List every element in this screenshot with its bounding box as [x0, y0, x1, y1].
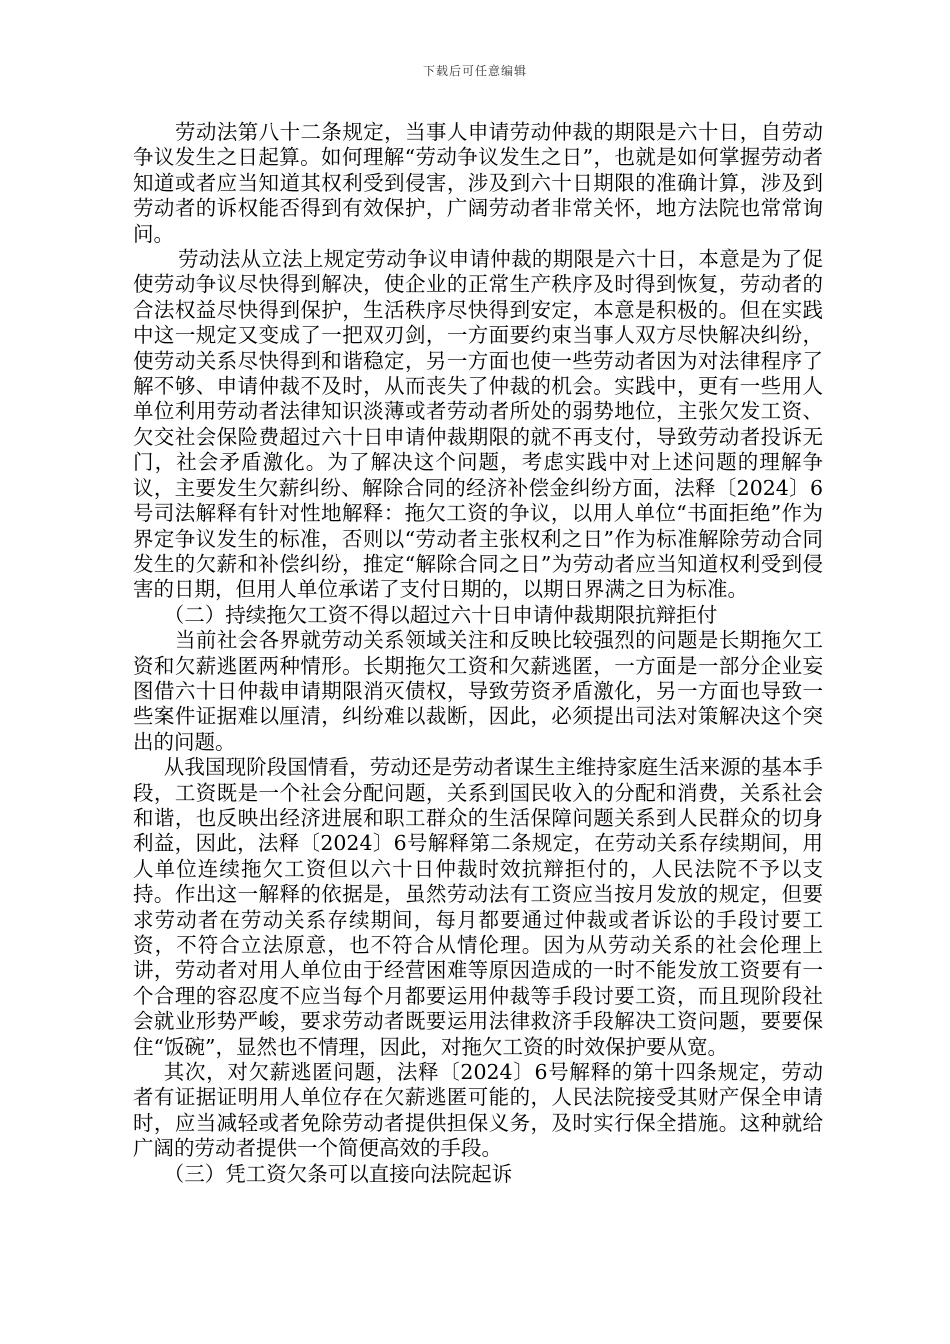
paragraph-wage-arrears: 当前社会各界就劳动关系领域关注和反映比较强烈的问题是长期拖欠工资和欠薪逃匿两种情形。长期拖欠工资和欠薪逃匿，一方面是一部分企业妄图借六十日仲裁申请期限消灭债权，导致劳资矛盾激化，另一方面也导致一些案件证据难以厘清，纠纷难以裁断，因此，必须提出司法对策解决这个突出的问题。	[133, 628, 823, 754]
document-body	[133, 120, 823, 1187]
paragraph-sixty-day-limit: 劳动法从立法上规定劳动争议申请仲裁的期限是六十日，本意是为了促使劳动争议尽快得到解决，使企业的正常生产秩序及时得到恢复，劳动者的合法权益尽快得到保护，生活秩序尽快得到安定，本意是积极的。但在实践中这一规定又变成了一把双刃剑，一方面要约束当事人双方尽快解决纠纷，使劳动关系尽快得到和谐稳定，另一方面也使一些劳动者因为对法律程序了解不够、申请仲裁不及时，从而丧失了仲裁的机会。实践中，更有一些用人单位利用劳动者法律知识淡薄或者劳动者所处的弱势地位，主张欠发工资、欠交社会保险费超过六十日申请仲裁期限的就不再支付，导致劳动者投诉无门，社会矛盾激化。为了解决这个问题，考虑实践中对上述问题的理解争议，主要发生欠薪纠纷、解除合同的经济补偿金纠纷方面，法释〔2024〕6号司法解释有针对性地解释：拖欠工资的争议，以用人单位“书面拒绝”作为界定争议发生的标准，否则以“劳动者主张权利之日”作为标准解除劳动合同发生的欠薪和补偿纠纷，推定“解除合同之日”为劳动者应当知道权利受到侵害的日期，但用人单位承诺了支付日期的，以期日界满之日为标准。	[133, 247, 823, 602]
page-header-note: 下载后可任意编辑	[422, 64, 527, 78]
paragraph-wage-evasion: 其次，对欠薪逃匿问题，法释〔2024〕6号解释的第十四条规定，劳动者有证据证明用人单位存在欠薪逃匿可能的，人民法院接受其财产保全申请时，应当减轻或者免除劳动者提供担保义务，及时实行保全措施。这种就给广阔的劳动者提供一个简便高效的手段。	[133, 1060, 823, 1161]
paragraph-article-82: 劳动法第八十二条规定，当事人申请劳动仲裁的期限是六十日，自劳动争议发生之日起算。如何理解“劳动争议发生之日”，也就是如何掌握劳动者知道或者应当知道其权利受到侵害，涉及到六十日期限的准确计算，涉及到劳动者的诉权能否得到有效保护，广阔劳动者非常关怀，地方法院也常常询问。	[133, 120, 823, 246]
section-heading-2: （二）持续拖欠工资不得以超过六十日申请仲裁期限抗辩拒付	[163, 602, 718, 627]
section-heading-3: （三）凭工资欠条可以直接向法院起诉	[163, 1161, 513, 1186]
paragraph-national-conditions: 从我国现阶段国情看，劳动还是劳动者谋生主维持家庭生活来源的基本手段，工资既是一个社会分配问题，关系到国民收入的分配和消费，关系社会和谐，也反映出经济进展和职工群众的生活保障问题关系到人民群众的切身利益，因此，法释〔2024〕6号解释第二条规定，在劳动关系存续期间，用人单位连续拖欠工资但以六十日仲裁时效抗辩拒付的，人民法院不予以支持。作出这一解释的依据是，虽然劳动法有工资应当按月发放的规定，但要求劳动者在劳动关系存续期间，每月都要通过仲裁或者诉讼的手段讨要工资，不符合立法原意，也不符合从情伦理。因为从劳动关系的社会伦理上讲，劳动者对用人单位由于经营困难等原因造成的一时不能发放工资要有一个合理的容忍度不应当每个月都要运用仲裁等手段讨要工资，而且现阶段社会就业形势严峻，要求劳动者既要运用法律救济手段解决工资问题，要要保住“饭碗”，显然也不情理，因此，对拖欠工资的时效保护要从宽。	[133, 755, 823, 1059]
